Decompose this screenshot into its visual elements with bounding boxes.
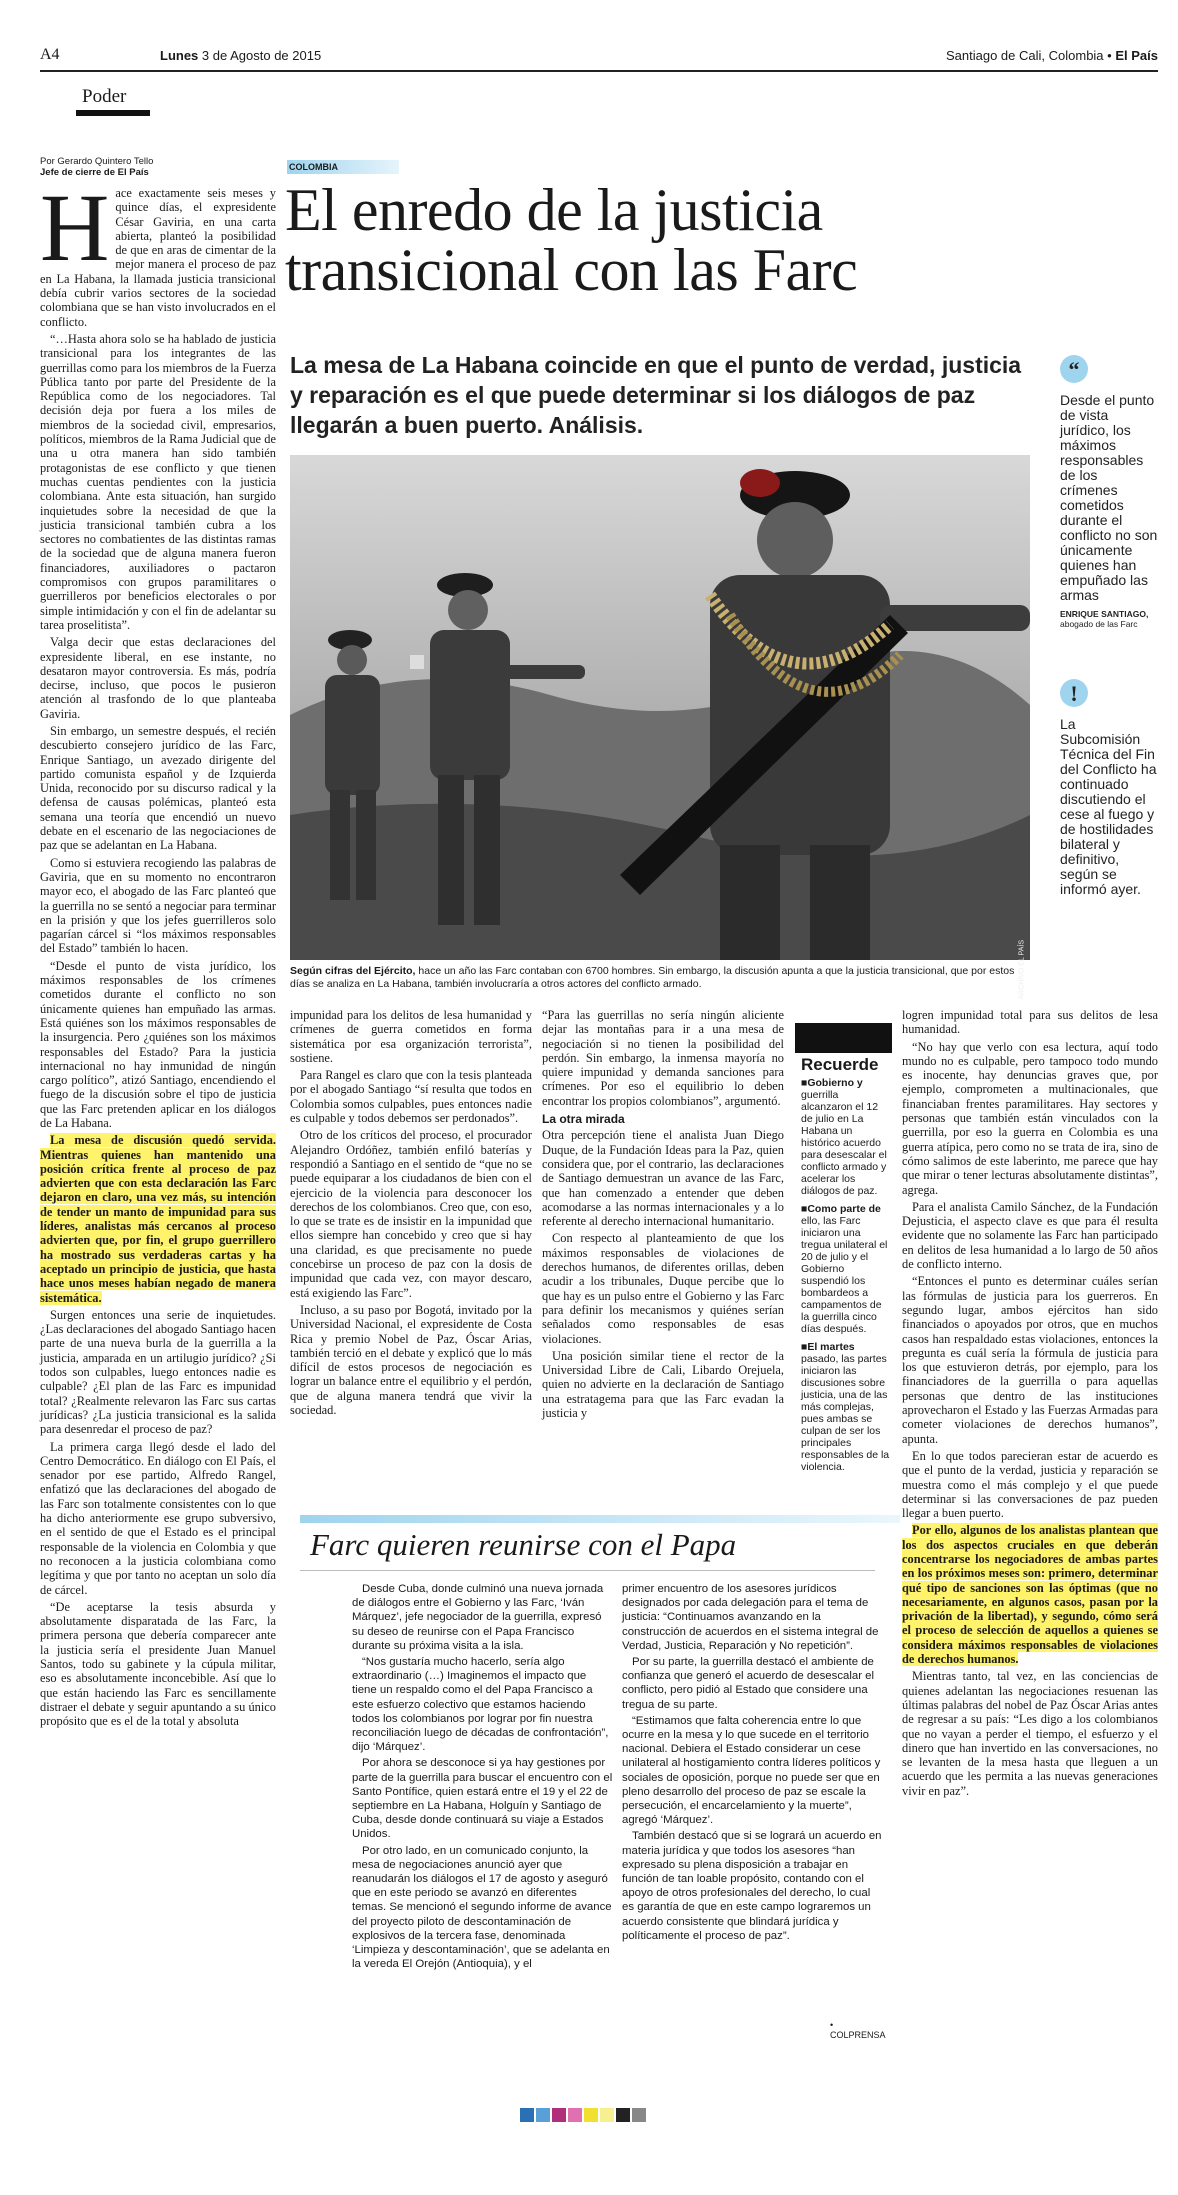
paragraph: “Estimamos que falta coherencia entre lo que ocurre en la mesa y lo que sucede en el territorio nacional. Debiera el Estado considerar un cese unilateral al hostigamiento contra líderes políticos y sociales de oposición, porque no puede ser que en pleno desarrollo del proceso de paz se escale la persecución, el encarcelamiento y la muerte”, agregó ‘Márquez’.: [622, 1714, 881, 1827]
paragraph: Surgen entonces una serie de inquietudes. ¿Las declaraciones del abogado Santiago hacen parte de una nueva burla de la guerrilla a la justicia, amparada en un artilugio jurídico? ¿Si todos son culpables, luego entonces nadie es culpable? ¿El plan de las Farc es impunidad total? ¿Realmente relevaron las Farc sus cartas jurídicas? ¿La justicia transicional es la salida para desenredar el proceso de paz?: [40, 1307, 276, 1437]
dropcap: H: [40, 174, 110, 281]
paragraph: Incluso, a su paso por Bogotá, invitado por la Universidad Nacional, el expresidente de Costa Rica y premio Nobel de Paz, Óscar Arias, también terció en el debate y explicó que lo más difícil de estos procesos de negociación es lograr un balance entre el equilibrio y el perdón, que de alguna manera tendrá que vivir la sociedad.: [290, 1302, 532, 1418]
paragraph: primer encuentro de los asesores jurídicos designados por cada delegación para el tema de justicia: “Continuamos avanzando en la construcción de acuerdos en el sistema integral de Verdad, Justicia, Reparación y No repetición”.: [622, 1583, 879, 1652]
paragraph: Valga decir que estas declaraciones del expresidente liberal, en ese instante, no desataron mayor controversia. Es más, podría decirse, incluso, que pocos le pusieron atención al trasfondo de lo que planteaba Gaviria.: [40, 635, 276, 721]
paragraph: Desde Cuba, donde culminó una nueva jornada de diálogos entre el Gobierno y las Farc, ‘Iván Márquez’, jefe negociador de la guerrilla, expresó su deseo de reunirse con el Papa Francisco durante su próxima visita a la isla.: [352, 1583, 604, 1652]
recuerde-item: ■ El martes pasado, las partes iniciaron las discusiones sobre justicia, una de las más complejas, pues ambas se culpan de ser los principales responsables de la violencia.: [801, 1341, 892, 1473]
deck: La mesa de La Habana coincide en que el punto de verdad, justicia y reparación es el que puede determinar si los diálogos de paz llegarán a buen puerto. Análisis.: [290, 352, 1022, 438]
paragraph: “Para las guerrillas no sería ningún aliciente dejar las montañas para ir a una mesa de negociación si no tienen la posibilidad del perdón. Sin embargo, la inmensa mayoría no quiere impunidad y demanda sanciones para crímenes. Por eso el equilibrio lo deben encontrar los propios colombianos”, argumentó.: [542, 1008, 784, 1108]
paragraph: logren impunidad total para sus delitos de lesa humanidad.: [902, 1008, 1158, 1037]
paragraph: Para Rangel es claro que con la tesis planteada por el abogado Santiago “sí resulta que todos en Colombia somos culpables, pues entonces nadie es culpable y todos debemos ser perdonados”.: [290, 1068, 532, 1126]
paragraph: Por otro lado, en un comunicado conjunto, la mesa de negociaciones anunció ayer que reanudarán los diálogos el 17 de agosto y aseguró que en este periodo se avanzó en diferentes temas. Se mencionó el segundo informe de avance del proyecto piloto de descontaminación de explosivos de la tercera fase, denominada ‘Limpieza y descontaminación’, que se adelanta en la vereda El Orejón (Antioquia), y el: [352, 1844, 612, 1971]
recuerde-box: [795, 1023, 892, 1479]
info-text: La Subcomisión Técnica del Fin del Conflicto ha continuado discutiendo el cese al fuego y de hostilidades bilateral y definitivo, según se informó ayer.: [1060, 716, 1157, 897]
paragraph: La primera carga llegó desde el lado del Centro Democrático. En diálogo con El País, el senador por ese partido, Alfredo Rangel, enfatizó que las declaraciones del abogado de las Farc son totalmente consistentes con lo que ha dicho anteriormente ese grupo subversivo, en el sentido de que el Estado es el principal responsable de la violencia en Colombia y que no reconocen a la justicia colombiana como legítima y que por tanto no aceptan un solo día de cárcel.: [40, 1439, 276, 1597]
paragraph: “De aceptarse la tesis absurda y absolutamente disparatada de las Farc, la primera persona que debería comparecer ante la justicia sería el presidente Juan Manuel Santos, todo su gabinete y la cúpula militar, eso es absolutamente inconcebible. Así que lo que están haciendo las Farc es sencillamente distraer el debate y seguir apuntando a su único propósito que es el de la total y absoluta: [40, 1599, 276, 1729]
color-registration-strip: [520, 2108, 646, 2122]
paragraph: Una posición similar tiene el rector de la Universidad Libre de Cali, Libardo Orejuela, quien no advierte en la declaración de Santiago una estratagema para que las Farc evadan la justicia y: [542, 1348, 784, 1421]
recuerde-item: ■ Gobierno y guerrilla alcanzaron el 12 de julio en La Habana un histórico acuerdo para desescalar el conflicto armado y acelerar los diálogos de paz.: [801, 1077, 892, 1197]
paragraph: También destacó que si se logrará un acuerdo en materia jurídica y que todos los asesores “han expresado su plena disposición a trabajar en función de tan loable propósito, contando con el apoyo de otros profesionales del derecho, lo cual es garantía de que en este campo lograremos un acuerdo consistente que blindará jurídica y políticamente el proceso de paz”.: [622, 1830, 882, 1942]
box-title: Farc quieren reunirse con el Papa: [310, 1527, 737, 1562]
paragraph: Otro de los críticos del proceso, el procurador Alejandro Ordóñez, también enfiló baterías y respondió a Santiago en el sentido de “que no se puede equiparar a los ciudadanos de bien con el ejercicio de la violencia para desconocer los derechos de los colombianos. Creo que, con eso, lo que se trate es de insistir en la impunidad que ellos siempre han concebido y creo que si hay una claridad, es que precisamente no puede concebirse un proceso de paz con la dosis de impunidad que cada vez, con mayor descaro, está exigiendo las Farc”.: [290, 1128, 532, 1300]
quote-icon: “: [1060, 355, 1088, 383]
section-label: Poder: [76, 86, 150, 116]
masthead-place: Santiago de Cali, Colombia • El País: [946, 48, 1158, 63]
kicker-label: COLOMBIA: [287, 160, 399, 174]
article-column-5: [902, 1008, 1158, 1801]
paragraph: impunidad para los delitos de lesa humanidad y crímenes de guerra cometidos en forma sistemática por esa organización terrorista”, sostiene.: [290, 1008, 532, 1065]
paragraph: “No hay que verlo con esa lectura, aquí todo mundo no es culpable, pero tampoco todo mundo es inocente, hay denuncias graves que, por ejemplo, comprometen a multinacionales, que financiaban frentes paramilitares. Hay sectores y personas que también están vinculados con la guerrilla, por eso la guerra en Colombia es una guerra atípica, pero como no se trata de ira, sino de cómo salimos de este laberinto, me parece que hay que mirar o tener lecturas absolutamente distintas”, agrega.: [902, 1039, 1158, 1197]
page-number: A4: [40, 46, 60, 63]
paragraph: “Entonces el punto es determinar cuáles serían las fórmulas de justicia para los guerreros. En segundo lugar, ambos ejércitos han sido financiados o apoyados por otros, que en muchos casos han respaldado estas violaciones, entonces la pregunta es cuál sería la fórmula de justicia para los que estuvieron detrás, por ejemplo, para los financiadores de la guerrilla o para aquellas personas que dentro de las instituciones aprovecharon el Estado y las Fuerzas Armadas para cometer violaciones de derechos humanos”, apunta.: [902, 1274, 1158, 1446]
box-column-right: [622, 1582, 884, 1945]
paragraph: Hace exactamente seis meses y quince días, el expresidente César Gaviria, en una carta abierta, planteó la posibilidad de que en aras de cimentar de la mejor manera el proceso de paz en La Habana, la llamada justicia transicional debía cubrir varios sectores de la sociedad colombiana que se han visto involucrados en el conflicto.: [40, 174, 276, 329]
header-rule: [40, 70, 1158, 72]
photo-credit: ARCHIVO EL PAÍS: [1019, 940, 1026, 1000]
paragraph: “Nos gustaría mucho hacerlo, sería algo extraordinario (…) Imaginemos el impacto que tiene un respaldo como el del Papa Francisco a este esfuerzo colectivo que estamos haciendo todos los colombianos por lograr por fin nuestra reconciliación luego de décadas de confrontación”, dijo ‘Márquez’.: [352, 1656, 609, 1754]
recuerde-title: Recuerde: [801, 1055, 879, 1074]
paragraph: “Desde el punto de vista jurídico, los máximos responsables de los crímenes cometidos durante el conflicto no son únicamente quienes han empuñado las armas. Está quiénes son los máximos responsables de la insurgencia. Pero ¿quiénes son los máximos responsables del Estado? Para la justicia internacional no hay inmunidad de ningún cargo político”, atizó Santiago, encendiendo el fuego de la discusión sobre el tipo de justicia que las Farc pretenden aplicar en los diálogos de La Habana.: [40, 958, 276, 1130]
article-column-2: [290, 1008, 532, 1420]
recuerde-item: ■ Como parte de ello, las Farc iniciaron una tregua unilateral el 20 de julio y el Gobierno suspendió los bombardeos a campamentos de la guerrilla cinco días después.: [801, 1203, 892, 1335]
paragraph: “…Hasta ahora solo se ha hablado de justicia transicional para los integrantes de las guerrillas como para los miembros de la Fuerza Pública tanto por parte del Presidente de la República como de los negociadores. Tal decisión deja por fuera a los miles de miembros de la sociedad civil, empresarios, políticos, miembros de la Rama Judicial que de una u otra manera han sido también protagonistas de ese conflicto y que tienen muchas cuentas pendientes con la justicia colombiana. Ante esta situación, han surgido inquietudes sobre la necesidad de que la justicia transicional también cubra a los sectores no combatientes de las distintas ramas de la sociedad que de alguna manera fueron financiadores, auxiliadores o pactaron compromisos con grupos paramilitares o guerrilleros por beneficios electorales o por simple intimidación y con el fin de adelantar su tarea proselitista”.: [40, 331, 276, 632]
issue-date: Lunes 3 de Agosto de 2015: [160, 48, 322, 63]
byline-role: Jefe de cierre de El País: [40, 167, 149, 178]
highlighted-paragraph: La mesa de discusión quedó servida. Mientras quienes han mantenido una posición crítica frente al proceso de paz advierten que con esta declaración las Farc dejaron en claro, una vez más, su intención de tender un manto de impunidad para sus líderes, analistas más cercanos al proceso advierten que, por fin, el grupo guerrillero ha mostrado sus verdaderas cartas y ha aceptado un principio de justicia, que hasta hace unos meses habían negado de manera sistemática.: [40, 1133, 276, 1305]
recuerde-bar: [795, 1023, 892, 1053]
agency-credit: • COLPRENSA: [830, 2020, 886, 2040]
highlighted-paragraph: Por ello, algunos de los analistas plantean que los dos aspectos cruciales en que deberán concentrarse los negociadores de ambas partes en los próximos meses son: primero, determinar qué tipo de sanciones son las óptimas (que no necesariamente, en algunos casos, pasan por la privación de la libertad), y segundo, cómo será el proceso de selección de aquellos a quienes se considera máximos responsables de violaciones de derechos humanos.: [902, 1523, 1158, 1667]
paragraph: Mientras tanto, tal vez, en las conciencias de quienes adelantan las negociaciones resuenan las últimas palabras del nobel de Paz Óscar Arias antes de regresar a su país: “Les digo a los colombianos que no vayan a perder el tiempo, el esfuerzo y el dinero que han invertido en las conversaciones, no se levanten de la mesa hasta que lleguen a un acuerdo que les permita a las nuevas generaciones vivir en paz”.: [902, 1669, 1158, 1798]
paragraph: En lo que todos parecieran estar de acuerdo es que el punto de la verdad, justicia y reparación se muestra como el más complejo y el que puede determinar si las conversaciones de paz pueden llegar a buen puerto.: [902, 1448, 1158, 1521]
box-column-left: [352, 1582, 614, 1973]
box-divider: [300, 1570, 875, 1571]
article-column-3: [542, 1008, 784, 1423]
article-column-1: [40, 174, 277, 1731]
paragraph: Por ahora se desconoce si ya hay gestiones por parte de la guerrilla para buscar el encuentro con el Santo Pontífice, quien estará entre el 19 y el 22 de septiembre en La Habana, Holguín y Santiago de Cuba, desde donde continuará su viaje a Estados Unidos.: [352, 1757, 613, 1841]
byline-author: Por Gerardo Quintero Tello: [40, 156, 154, 167]
pull-quote: [1060, 355, 1158, 897]
exclamation-icon: !: [1060, 679, 1088, 707]
paragraph: Por su parte, la guerrilla destacó el ambiente de confianza que generó el acuerdo de desescalar el conflicto, pero pidió al Estado que considere una tregua de su parte.: [622, 1656, 875, 1711]
photo-caption: Según cifras del Ejército, hace un año las Farc contaban con 6700 hombres. Sin embargo, la discusión apunta a que la justicia transicional, que por estos días se analiza en La Habana, también involucraría a otros actores del conflicto armado.: [290, 965, 1015, 990]
paragraph: Para el analista Camilo Sánchez, de la Fundación Dejusticia, el aspecto clave es que para él resulta evidente que no solamente las Farc han participado en delitos de lesa humanidad a lo largo de 50 años de conflicto interno.: [902, 1199, 1158, 1272]
paragraph: Como si estuviera recogiendo las palabras de Gaviria, que en su momento no encontraron mayor eco, el abogado de las Farc planteó que la guerrilla no se sentó a negociar para terminar en la prisión y que los jefes guerrilleros solo pagarían cárcel si “los máximos responsables del Estado” también lo hacen.: [40, 855, 277, 956]
photo-illustration: [290, 455, 1030, 960]
headline: El enredo de la justicia transicional con las Farc: [285, 177, 858, 303]
subheading: La otra mirada: [542, 1112, 625, 1127]
paragraph: Sin embargo, un semestre después, el recién descubierto consejero jurídico de las Farc, Enrique Santiago, un avezado dirigente del partido comunista español y de Izquierda Unida, reconocido por su discurso radical y la defensa de causas polémicas, planteó esta semana una teoría que encendió un nuevo debate en el escenario de las negociaciones de paz que se adelantan en La Habana.: [40, 723, 276, 853]
box-accent-bar: [300, 1515, 900, 1523]
paragraph: Con respecto al planteamiento de que los máximos responsables de violaciones de derechos humanos, de diferentes orillas, deben acudir a los tribunales, Duque percibe que lo que hay es un pulso entre el Gobierno y las Farc para definir los mecanismos y quiénes serían señalados como responsables de esas violaciones.: [542, 1231, 784, 1346]
page-header: [40, 42, 1158, 66]
quote-text: Desde el punto de vista jurídico, los máximos responsables de los crímenes cometidos durante el conflicto no son únicamente quienes han empuñado las armas: [1060, 392, 1158, 603]
paragraph: Otra percepción tiene el analista Juan Diego Duque, de la Fundación Ideas para la Paz, quien considera que, por el contrario, las declaraciones de Santiago demuestran un avance de las Farc, que han comenzado a entender que deben acomodarse a las normas internacionales y a lo referente al derecho internacional humanitario.: [542, 1128, 784, 1229]
quote-source: ENRIQUE SANTIAGO, abogado de las Farc: [1060, 609, 1149, 629]
